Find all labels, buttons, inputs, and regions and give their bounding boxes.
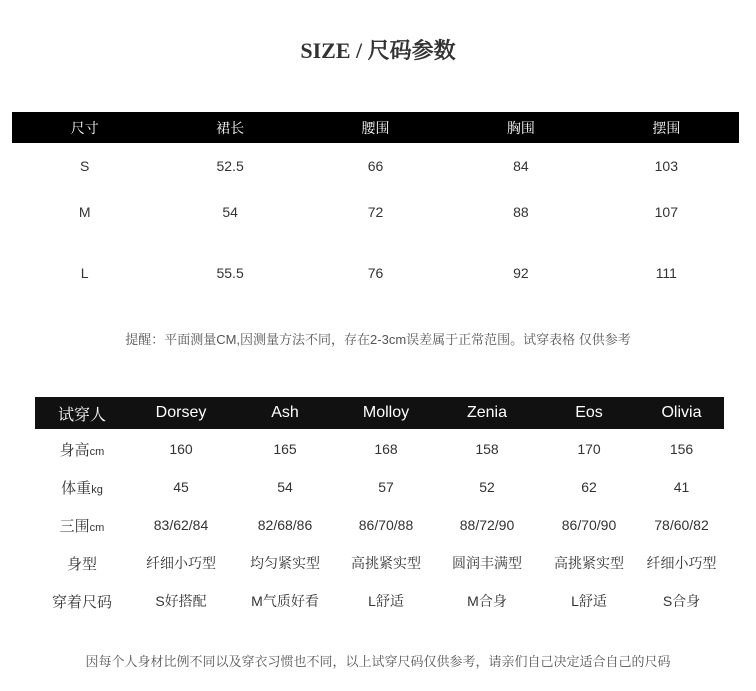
model-cell: 88/72/90 bbox=[459, 517, 515, 533]
size-cell: 66 bbox=[367, 158, 384, 174]
model-cell: 41 bbox=[673, 479, 690, 495]
model-header-cell: Ash bbox=[271, 404, 299, 421]
model-cell: 170 bbox=[577, 441, 601, 457]
row-label: 体重kg bbox=[61, 479, 103, 497]
model-cell: 45 bbox=[173, 479, 189, 495]
model-cell: 57 bbox=[378, 479, 394, 495]
model-cell: 纤细小巧型 bbox=[646, 555, 717, 571]
size-cell: 88 bbox=[513, 204, 529, 220]
model-cell: S好搭配 bbox=[155, 593, 207, 609]
row-label: 身型 bbox=[66, 555, 97, 573]
model-cell: 高挑紧实型 bbox=[554, 555, 624, 571]
model-cell: L舒适 bbox=[571, 593, 607, 609]
model-cell: 165 bbox=[273, 441, 297, 457]
model-header-cell: Molloy bbox=[362, 404, 410, 421]
model-cell: M气质好看 bbox=[251, 593, 319, 609]
model-cell: 纤细小巧型 bbox=[146, 555, 216, 571]
size-row-m bbox=[12, 202, 739, 222]
model-cell: 156 bbox=[669, 441, 694, 457]
size-cell: 55.5 bbox=[216, 265, 244, 281]
row-label: 穿着尺码 bbox=[51, 593, 112, 611]
model-cell: L舒适 bbox=[368, 593, 404, 609]
size-cell: 84 bbox=[513, 158, 529, 174]
unit-label: kg bbox=[91, 483, 103, 496]
model-header-cell: Eos bbox=[575, 404, 603, 421]
model-row-height bbox=[35, 438, 724, 460]
model-cell: 83/62/84 bbox=[153, 517, 209, 533]
model-row-size-worn bbox=[35, 590, 724, 612]
size-cell: L bbox=[80, 265, 89, 281]
model-row-weight bbox=[35, 476, 724, 498]
size-cell: 92 bbox=[513, 265, 529, 281]
model-cell: 158 bbox=[475, 441, 499, 457]
model-cell: 高挑紧实型 bbox=[351, 555, 421, 571]
model-header-cell: Zenia bbox=[466, 404, 508, 421]
model-cell: M合身 bbox=[467, 593, 507, 609]
size-cell: S bbox=[80, 158, 90, 174]
row-label: 身高cm bbox=[59, 441, 105, 459]
size-cell: 72 bbox=[367, 204, 384, 220]
model-cell: 86/70/88 bbox=[358, 517, 414, 533]
size-cell: 54 bbox=[222, 204, 238, 220]
size-header-cell: 摆围 bbox=[652, 119, 681, 136]
measurement-note: 提醒：平面测量CM,因测量方法不同，存在2-3cm误差属于正常范围。试穿表格 仅供参考 bbox=[125, 332, 631, 347]
model-cell: 圆润丰满型 bbox=[452, 555, 522, 571]
model-cell: 86/70/90 bbox=[561, 517, 617, 533]
size-cell: 107 bbox=[654, 204, 678, 220]
size-cell: 76 bbox=[367, 265, 384, 281]
row-label: 三围cm bbox=[59, 517, 105, 535]
model-cell: S合身 bbox=[662, 593, 701, 609]
model-cell: 168 bbox=[374, 441, 398, 457]
unit-label: cm bbox=[89, 521, 105, 534]
size-row-l bbox=[12, 263, 739, 283]
size-cell: 111 bbox=[655, 265, 677, 281]
size-header-cell: 裙长 bbox=[216, 119, 245, 136]
model-header-cell: Dorsey bbox=[155, 404, 207, 421]
size-row-s bbox=[12, 156, 739, 176]
model-row-body-type bbox=[35, 552, 724, 574]
model-header-cell: Olivia bbox=[661, 404, 702, 421]
model-header-cell: 试穿人 bbox=[57, 406, 106, 424]
model-cell: 82/68/86 bbox=[257, 517, 313, 533]
model-cell: 均匀紧实型 bbox=[250, 555, 320, 571]
size-header-cell: 胸围 bbox=[506, 119, 535, 136]
size-cell: 103 bbox=[654, 158, 678, 174]
unit-label: cm bbox=[89, 445, 105, 458]
reference-note: 因每个人身材比例不同以及穿衣习惯也不同，以上试穿尺码仅供参考，请亲们自己决定适合自己的尺码 bbox=[85, 654, 671, 669]
size-cell: 52.5 bbox=[216, 158, 244, 174]
model-cell: 54 bbox=[277, 479, 293, 495]
size-table-header bbox=[12, 112, 739, 143]
size-table bbox=[12, 112, 739, 281]
model-cell: 160 bbox=[169, 441, 193, 457]
size-cell: M bbox=[78, 204, 91, 220]
model-table bbox=[35, 397, 724, 611]
model-cell: 78/60/82 bbox=[654, 517, 709, 533]
model-table-header bbox=[35, 397, 724, 429]
model-cell: 62 bbox=[581, 479, 597, 495]
model-row-measurements bbox=[35, 514, 724, 536]
model-cell: 52 bbox=[479, 479, 495, 495]
size-header-cell: 尺寸 bbox=[70, 119, 99, 136]
page-title: SIZE / 尺码参数 bbox=[300, 38, 456, 63]
size-header-cell: 腰围 bbox=[361, 119, 390, 136]
